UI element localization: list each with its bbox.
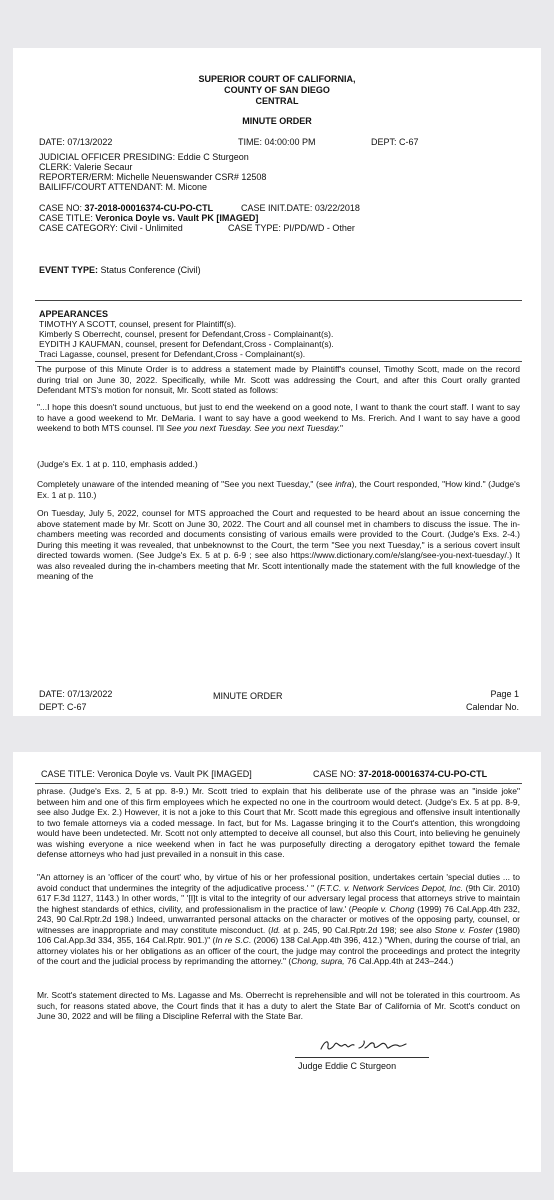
case-citation: Chong, supra, — [291, 956, 345, 966]
appearance-item: Traci Lagasse, counsel, present for Defendant,Cross - Complainant(s). — [39, 349, 306, 359]
order-paragraph-2 — [37, 479, 520, 500]
hearing-date: DATE: 07/13/2022 — [39, 137, 113, 147]
law-text: at p. 245, 90 Cal.Rptr.2d 198; see also — [280, 924, 435, 935]
quote-close: " — [339, 423, 343, 433]
appearance-item: EYDITH J KAUFMAN, counsel, present for Defendant,Cross - Complainant(s). — [39, 339, 334, 349]
case-title-label: CASE TITLE: — [39, 213, 93, 223]
citation: (Judge's Ex. 1 at p. 110, emphasis added.) — [37, 459, 198, 469]
event-type — [39, 265, 201, 276]
bailiff: BAILIFF/COURT ATTENDANT: M. Micone — [39, 182, 208, 192]
case-title — [41, 769, 252, 780]
case-citation: In re S.C. — [215, 935, 252, 945]
section-divider — [35, 300, 522, 301]
hearing-dept: DEPT: C-67 — [371, 137, 419, 147]
order-conclusion: Mr. Scott's statement directed to Ms. Lagasse and Ms. Oberrecht is reprehensible and will not be tolerated in this courtroom. As such, for reasons stated above, the Court finds that it has a duty to alert the State Bar of California of Mr. Scott's conduct on June 30, 2022 and will be filing a Discipline Referral with the State Bar. — [37, 990, 520, 1021]
signature-line — [295, 1057, 429, 1058]
order-paragraph-1: The purpose of this Minute Order is to address a statement made by Plaintiff's counsel, Timothy Scott, made on the record during trial on June 30, 2022. Specifically, while Mr. Scott was addressing the Court, and after this Court orally granted Defendant MTS's motion for nonsuit, Mr. Scott stated as follows: — [37, 364, 520, 395]
minute-order-page-2 — [13, 752, 541, 1172]
reporter: REPORTER/ERM: Michelle Neuenswander CSR# 12508 — [39, 172, 267, 182]
section-divider — [35, 361, 522, 362]
law-text: (1980) 106 Cal.App.3d 334, 355, 164 Cal.Rptr. 901.)" ( — [37, 924, 520, 945]
quoted-statement — [37, 402, 520, 434]
appearances-title: APPEARANCES — [39, 309, 109, 319]
law-text: 76 Cal.App.4th at 243–244.) — [344, 956, 454, 966]
judicial-officer: JUDICIAL OFFICER PRESIDING: Eddie C Sturgeon — [39, 152, 249, 162]
order-paragraph-law — [37, 872, 520, 967]
minute-order-page-1 — [13, 48, 541, 716]
case-title-value: Veronica Doyle vs. Vault PK [IMAGED] — [97, 769, 252, 779]
footer-calendar: Calendar No. — [465, 702, 519, 712]
case-citation: Stone v. Foster — [434, 924, 493, 935]
order-paragraph-3: On Tuesday, July 5, 2022, counsel for MTS approached the Court and requested to be heard about an issue concerning the above statement made by Mr. Scott on June 30, 2022. The Court and all counsel met in chambers to discuss the issue. The in-chambers meeting was recorded and documents consisting of various emails were provided to the Court. (Judge's Exs. 2-4.) During this meeting it was revealed, that unbeknownst to the Court, the term "See you next Tuesday," is a serious covert insult directed towards women. (See Judge's Ex. 5 at p. 6-9 ; see also https://www.dictionary.com/e/slang/see-you-next-tuesday/.) It was also revealed during the in-chambers meeting that Mr. Scott intentionally made the statement with the full knowledge of the meaning of the — [37, 508, 520, 581]
judge-signature — [319, 1034, 409, 1056]
case-number-value: 37-2018-00016374-CU-PO-CTL — [358, 769, 488, 779]
document-title: MINUTE ORDER — [242, 116, 312, 126]
court-name-line-2: COUNTY OF SAN DIEGO — [224, 85, 330, 95]
law-text: (1999) 76 Cal.App.4th 232, 243, 90 Cal.Rptr.2d 198.) Indeed, unwarranted personal attacks on the character or motives of the opposing party, counsel, or witnesses are inappropriate and may constitute misconduct. ( — [37, 903, 520, 935]
event-type-label: EVENT TYPE: — [39, 265, 99, 275]
court-name-line-1: SUPERIOR COURT OF CALIFORNIA, — [198, 74, 356, 84]
footer-date: DATE: 07/13/2022 — [39, 689, 113, 699]
footer-page: Page 1 — [490, 689, 519, 699]
case-citation: People v. Chong — [351, 903, 415, 914]
case-number-label: CASE NO: — [39, 203, 83, 213]
case-number — [313, 769, 487, 780]
signature-name: Judge Eddie C Sturgeon — [298, 1061, 397, 1071]
court-name-line-3: CENTRAL — [255, 96, 299, 106]
appearance-item: TIMOTHY A SCOTT, counsel, present for Plaintiff(s). — [39, 319, 237, 329]
case-type: CASE TYPE: PI/PD/WD - Other — [228, 223, 355, 233]
case-citation: F.T.C. v. Network Services Depot, Inc. — [319, 882, 463, 893]
law-text: "An attorney is an 'officer of the court' who, by virtue of his or her professional position, undertakes certain 'special duties ... to avoid conduct that undermines the integrity of the adjudicative process.' " ( — [37, 872, 520, 893]
para2-text-end: ), the Court responded, "How kind." (Judge's Ex. 1 at p. 110.) — [37, 479, 520, 500]
case-citation: Id. — [270, 924, 281, 935]
event-type-value: Status Conference (Civil) — [100, 265, 201, 275]
case-title-value: Veronica Doyle vs. Vault PK [IMAGED] — [95, 213, 259, 223]
para2-text: Completely unaware of the intended meaning of "See you next Tuesday," (see — [37, 479, 336, 489]
case-title-label: CASE TITLE: — [41, 769, 95, 779]
hearing-time: TIME: 04:00:00 PM — [238, 137, 316, 147]
appearance-item: Kimberly S Oberrecht, counsel, present for Defendant,Cross - Complainant(s). — [39, 329, 334, 339]
law-text: (2006) 138 Cal.App.4th 396, 412.) "When, during the course of trial, an attorney violates his or her obligations as an officer of the court, the judge may control the proceedings and protect the integrity of the court and the judicial process by reprimanding the attorney." ( — [37, 935, 520, 966]
footer-title: MINUTE ORDER — [213, 691, 283, 701]
case-category: CASE CATEGORY: Civil - Unlimited — [39, 223, 183, 233]
law-text: (9th Cir. 2010) 617 F.3d 1127, 1143.) In other words, " '[I]t is vital to the integrity of our adversary legal process that attorneys strive to maintain the highest standards of ethics, civility, and professionalism in the practice of law.' ( — [37, 882, 520, 914]
case-number-value: 37-2018-00016374-CU-PO-CTL — [84, 203, 214, 213]
quote-text: "...I hope this doesn't sound unctuous, but just to end the weekend on a good note, I want to thank the court staff. I want to say to have a good weekend to Mr. DeMaria. I want to say have a good weekend to Ms. Frerich. And I want to say have a good weekend to both MTS counsel. I'll — [37, 402, 520, 433]
section-divider — [35, 783, 522, 784]
case-number-label: CASE NO: — [313, 769, 357, 779]
para2-emphasis: infra — [335, 479, 352, 489]
footer-dept: DEPT: C-67 — [39, 702, 87, 712]
quote-emphasis: See you next Tuesday. See you next Tuesday. — [166, 423, 340, 433]
case-init-date: CASE INIT.DATE: 03/22/2018 — [241, 203, 360, 213]
order-paragraph-continued: phrase. (Judge's Exs. 2, 5 at pp. 8-9.) Mr. Scott tried to explain that his deliberate use of the phrase was an "inside joke" between him and one of this firm employees which he expected no one in the courtroom would detect. (Judge's Ex. 5 at pp. 8-9, see also Judge Ex. 2.) However, it is not a joke to this Court that Mr. Scott made this egregious and offensive insult intentionally to two female attorneys via a coded message. In fact, but for Ms. Lagasse bringing it to the Court's attention, this wrongdoing would have been undetected. Mr. Scott not only attempted to deceive all counsel, but also this Court, into believing he genuinely was wishing everyone a nice weekend when in fact he was purposefully directing a derogatory epithet toward the female defense attorneys who had just prevailed in a nonsuit in this case. — [37, 786, 520, 859]
clerk: CLERK: Valerie Secaur — [39, 162, 133, 172]
